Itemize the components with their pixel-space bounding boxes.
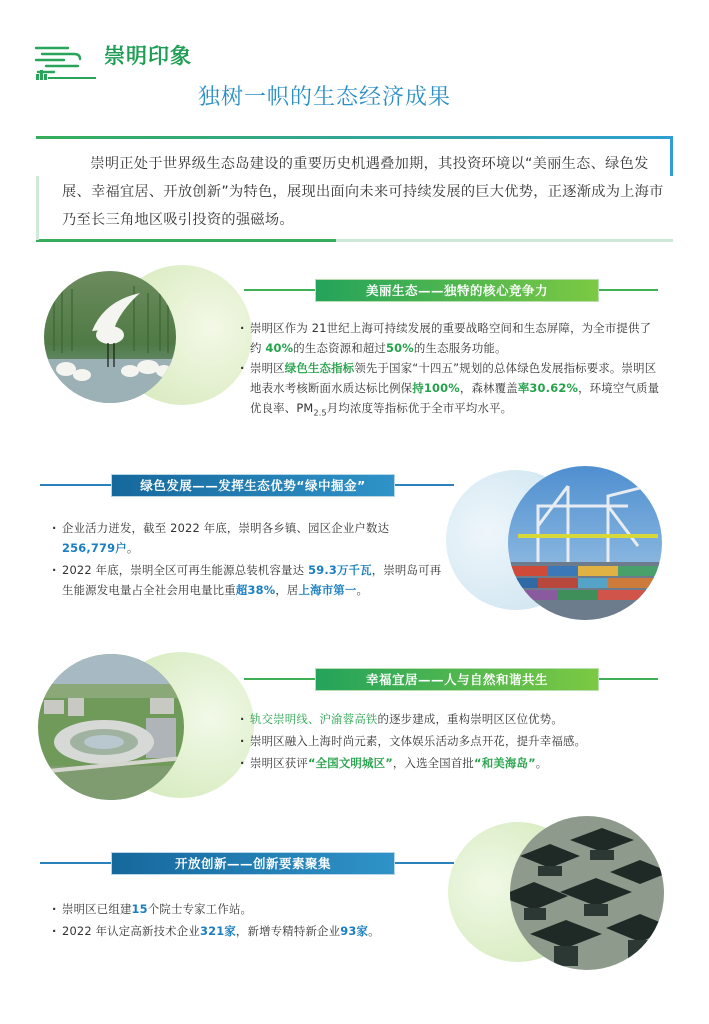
section-bullets	[240, 318, 660, 423]
list-item: · 2022 年底，崇明全区可再生能源总装机容量达 59.3万千瓦，崇明岛可再生能源发电量占全社会用电量比重超38%，居上海市第一。	[52, 560, 444, 600]
section-title-green-development: 绿色发展——发挥生态优势“绿中掘金”	[112, 475, 394, 496]
chongming-logo-icon	[34, 44, 96, 80]
list-item: · 崇明区绿色生态指标领先于国家“十四五”规划的总体绿色发展指标要求。崇明区地表水考核断面水质达标比例保持100%，森林覆盖率30.62%，环境空气质量优良率、$PM_{2.5}$月均浓度等指标优于全市平均水平。	[240, 358, 660, 423]
list-item: · 崇明区作为 21世纪上海可持续发展的重要战略空间和生态屏障，为全市提供了约 40%的生态资源和超过50%的生态服务功能。	[240, 318, 660, 358]
graduation-photo	[510, 816, 664, 970]
section-bullets	[240, 708, 660, 774]
brand-title: 崇明印象	[104, 44, 192, 68]
list-item: · 崇明区已组建15个院士专家工作站。	[52, 898, 452, 920]
section-title-happy-livable: 幸福宜居——人与自然和谐共生	[316, 669, 598, 690]
list-item: · 崇明区融入上海时尚元素，文体娱乐活动多点开花，提升幸福感。	[240, 730, 660, 752]
egrets-photo	[44, 271, 176, 403]
section-title-open-innovation: 开放创新——创新要素聚集	[112, 853, 394, 874]
list-item: · 轨交崇明线、沪渝蓉高铁的逐步建成，重构崇明区区位优势。	[240, 708, 660, 730]
port-photo	[508, 466, 662, 620]
section-bullets	[52, 898, 452, 942]
aerial-town-photo	[38, 654, 184, 800]
page-subtitle: 独树一帜的生态经济成果	[198, 85, 452, 110]
section-bullets	[52, 518, 444, 600]
intro-paragraph: 崇明正处于世界级生态岛建设的重要历史机遇叠加期，其投资环境以“美丽生态、绿色发展、幸福宜居、开放创新”为特色，展现出面向未来可持续发展的巨大优势，正逐渐成为上海市乃至长三角地区吸引投资的强磁场。	[62, 156, 664, 228]
list-item: · 2022 年认定高新技术企业321家，新增专精特新企业93家。	[52, 920, 452, 942]
section-title-beautiful-ecology: 美丽生态——独特的核心竞争力	[316, 280, 598, 301]
list-item: · 崇明区获评“全国文明城区”，入选全国首批“和美海岛”。	[240, 752, 660, 774]
list-item: · 企业活力迸发，截至 2022 年底，崇明各乡镇、园区企业户数达 256,779户。	[52, 518, 444, 558]
